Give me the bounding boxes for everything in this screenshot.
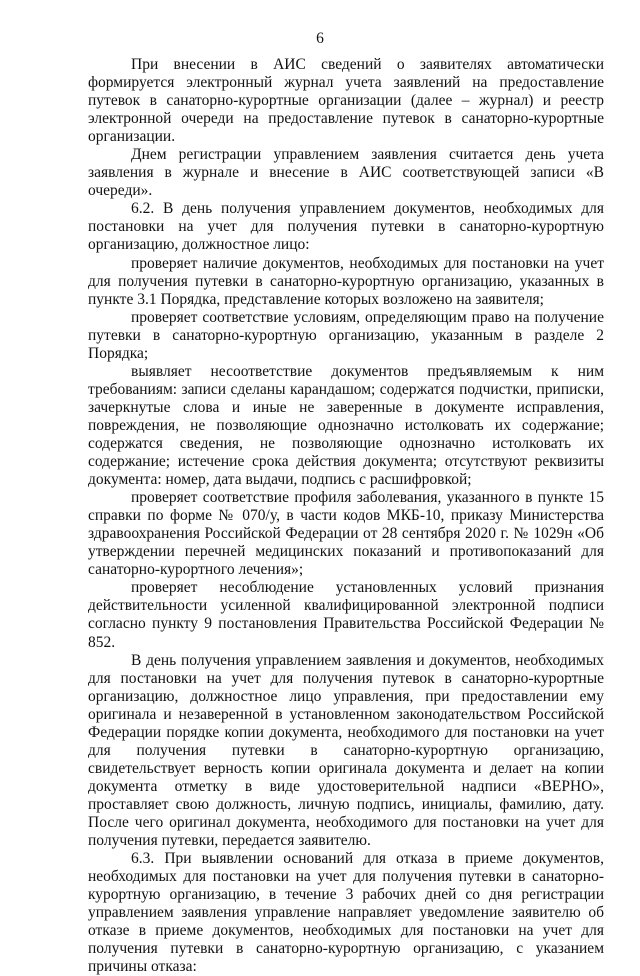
paragraph-check-signature: проверяет несоблюдение установленных условий признания действительности усиленной квалифицированной электронной подписи согласно пункту 9 постановления Правительства Российской Федерации № 852.	[88, 579, 604, 651]
paragraph-detect-mismatch: выявляет несоответствие документов предъявляемым к ним требованиям: записи сделаны карандашом; содержатся подчистки, приписки, зачеркнутые слова и иные не заверенные в документе исправления, повреждения, не позволяющие однозначно истолковать их содержание; содержатся сведения, не позволяющие однозначно истолковать их содержание; истечение срока действия документа; отсутствуют реквизиты документа: номер, дата выдачи, подпись с расшифровкой;	[88, 362, 604, 489]
paragraph-check-disease-profile: проверяет соответствие профиля заболевания, указанного в пункте 15 справки по форме № 070/у, в части кодов МКБ-10, приказу Министерства здравоохранения Российской Федерации от 28 сентября 2020 г. № 1029н «Об утверждении перечней медицинских показаний и противопоказаний для санаторно-курортного лечения»;	[88, 489, 604, 579]
paragraph-registration-day: Днем регистрации управлением заявления считается день учета заявления в журнале и внесение в АИС соответствующей записи «В очереди».	[88, 146, 604, 200]
page-number: 6	[316, 30, 324, 47]
paragraph-6-3: 6.3. При выявлении оснований для отказа в приеме документов, необходимых для постановки на учет для получения путевки в санаторно-курортную организацию, в течение 3 рабочих дней со дня регистрации управлением заявления управление направляет уведомление заявителю об отказе в приеме документов, необходимых для постановки на учет для получения путевки в санаторно-курортную организацию, с указанием причины отказа:	[88, 850, 604, 976]
paragraph-check-conditions: проверяет соответствие условиям, определяющим право на получение путевки в санаторно-курортную организацию, указанным в разделе 2 Порядка;	[88, 308, 604, 362]
paragraph-ais-journal: При внесении в АИС сведений о заявителях автоматически формируется электронный журнал учета заявлений на предоставление путевок в санаторно-курортные организации (далее – журнал) и реестр электронной очереди на предоставление путевок в санаторно-курортные организации.	[88, 56, 604, 146]
paragraph-6-2: 6.2. В день получения управлением документов, необходимых для постановки на учет для получения путевки в санаторно-курортную организацию, должностное лицо:	[88, 200, 604, 254]
document-body	[88, 56, 604, 976]
paragraph-copy-certification: В день получения управлением заявления и документов, необходимых для постановки на учет для получения путевок в санаторно-курортные организацию, должностное лицо управления, при предоставлении ему оригинала и незаверенной в установленном законодательством Российской Федерации порядке копии документа, необходимого для постановки на учет для получения путевки в санаторно-курортную организацию, свидетельствует верность копии оригинала документа и делает на копии документа отметку в виде удостоверительной надписи «ВЕРНО», проставляет свою должность, личную подпись, инициалы, фамилию, дату. После чего оригинал документа, необходимого для постановки на учет для получения путевки, передается заявителю.	[88, 651, 604, 850]
paragraph-check-documents: проверяет наличие документов, необходимых для постановки на учет для получения путевки в санаторно-курортную организацию, указанных в пункте 3.1 Порядка, представление которых возложено на заявителя;	[88, 254, 604, 308]
